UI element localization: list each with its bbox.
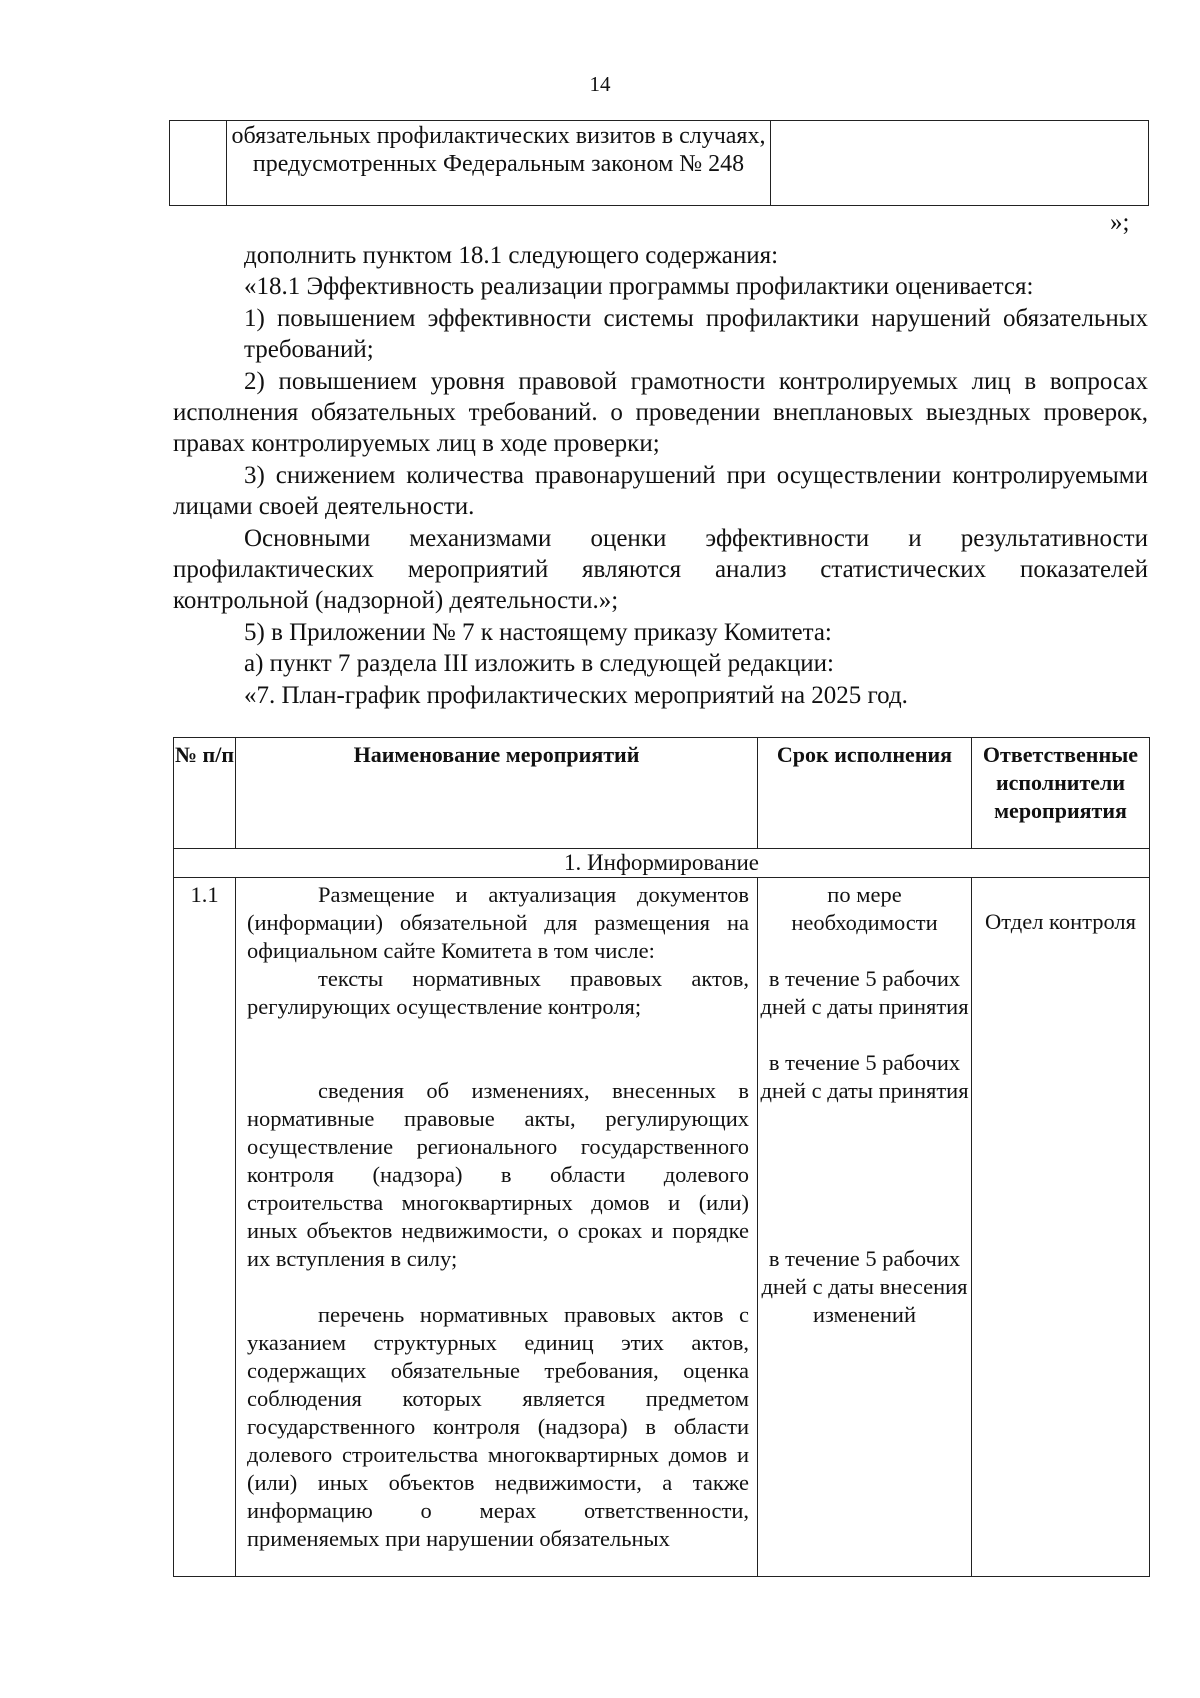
responsible-cell: Отдел контроля — [972, 878, 1150, 1577]
num-cell — [170, 121, 227, 206]
measure-text: перечень нормативных правовых актов с указанием структурных единиц этих актов, содержащих обязательные требования, оценка соблюдения которых является предметом государственного контроля (надзора) в области долевого строительства многоквартирных домов и (или) иных объектов недвижимости, а также информацию о мерах ответственности, применяемых при нарушении обязательных — [247, 1302, 749, 1551]
measure-name — [236, 878, 758, 1577]
paragraph: 2) повышением уровня правовой грамотности контролируемых лиц в вопросах исполнения обязательных требований. о проведении внеплановых выездных проверок, правах контролируемых лиц в ходе проверки; — [173, 367, 1148, 458]
paragraph: 1) повышением эффективности системы профилактики нарушений обязательных требований; — [244, 304, 1148, 364]
measure-text: сведения об изменениях, внесенных в нормативные правовые акты, регулирующих осуществление регионального государственного контроля (надзора) в области долевого строительства многоквартирных домов и (или) иных объектов недвижимости, о сроках и порядке их вступления в силу; — [247, 1078, 749, 1271]
paragraph: Основными механизмами оценки эффективности и результативности профилактических мероприятий являются анализ статистических показателей контрольной (надзорной) деятельности.»; — [173, 524, 1148, 615]
table-row — [174, 878, 1150, 1577]
plan-schedule-table — [173, 737, 1150, 1577]
document-body — [173, 240, 1148, 711]
paragraph: 5) в Приложении № 7 к настоящему приказу Комитета: — [244, 618, 832, 646]
header-responsible: Ответственные исполнители мероприятия — [972, 738, 1150, 849]
empty-cell — [771, 121, 1149, 206]
page-number: 14 — [589, 72, 611, 96]
section-title: 1. Информирование — [174, 849, 1150, 878]
paragraph: дополнить пунктом 18.1 следующего содержания: — [244, 242, 779, 269]
table-row — [170, 121, 1149, 206]
paragraph: «18.1 Эффективность реализации программы профилактики оценивается: — [244, 273, 1034, 301]
header-name: Наименование мероприятий — [236, 738, 758, 849]
row-number: 1.1 — [174, 878, 236, 1577]
measure-cell: обязательных профилактических визитов в случаях, предусмотренных Федеральным законом № 248 — [227, 121, 771, 206]
closing-quote: »; — [1110, 209, 1130, 236]
paragraph: 3) снижением количества правонарушений при осуществлении контролируемыми лицами своей деятельности. — [173, 461, 1148, 521]
header-term: Срок исполнения — [758, 738, 972, 849]
measure-text: Размещение и актуализация документов (информации) обязательной для размещения на официальном сайте Комитета в том числе: — [247, 882, 749, 963]
term-cell — [758, 878, 972, 1577]
term-text: по мере необходимости — [791, 882, 938, 935]
paragraph: а) пункт 7 раздела III изложить в следующей редакции: — [244, 650, 834, 678]
header-num: № п/п — [174, 738, 236, 849]
term-text: в течение 5 рабочих дней с даты принятия — [760, 1050, 969, 1103]
continuation-table — [169, 120, 1149, 206]
header-row — [174, 738, 1150, 849]
paragraph: «7. План-график профилактических мероприятий на 2025 год. — [244, 681, 908, 709]
section-row — [174, 849, 1150, 878]
term-text: в течение 5 рабочих дней с даты внесения изменений — [761, 1246, 968, 1327]
measure-text: тексты нормативных правовых актов, регулирующих осуществление контроля; — [247, 966, 749, 1019]
term-text: в течение 5 рабочих дней с даты принятия — [760, 966, 969, 1019]
